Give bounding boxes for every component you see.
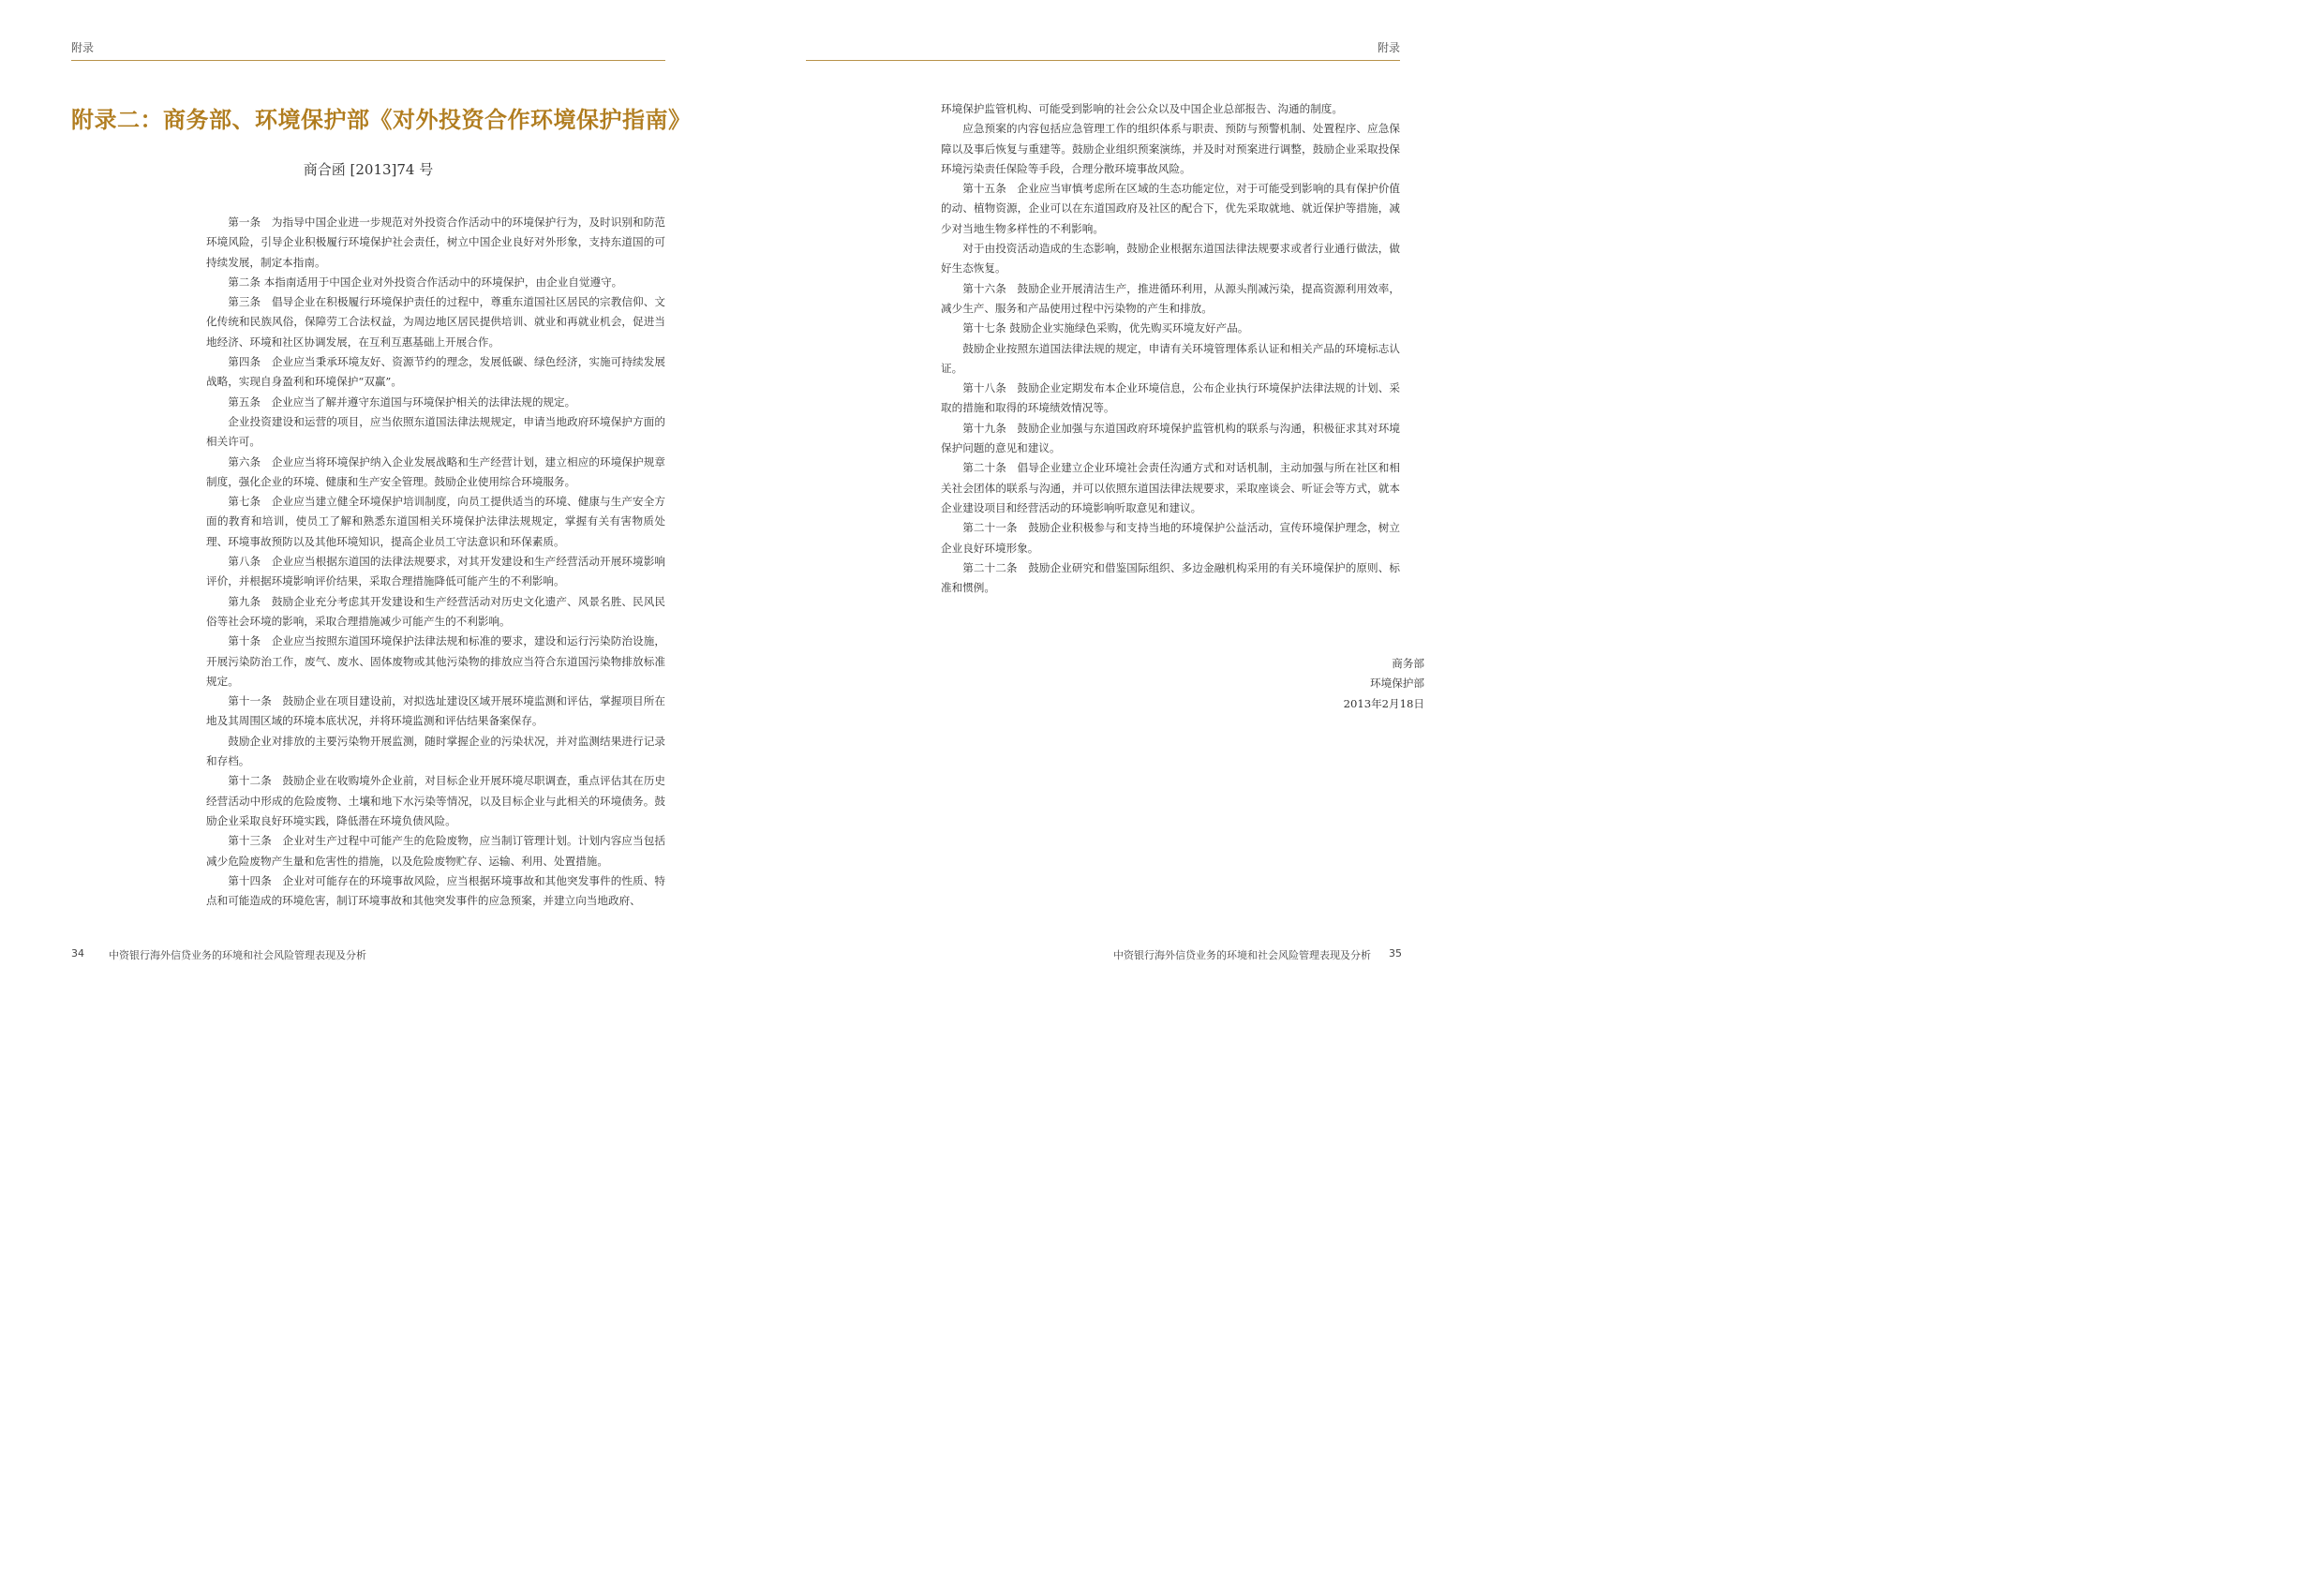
footer-title: 中资银行海外信贷业务的环境和社会风险管理表现及分析 (109, 949, 366, 961)
document-number: 商合函 [2013]74 号 (303, 161, 434, 178)
paragraph: 第七条 企业应当建立健全环境保护培训制度，向员工提供适当的环境、健康与生产安全方面的教育和培训，使员工了解和熟悉东道国相关环境保护法律法规规定，掌握有关有害物质处理、环境事故预防以及其他环境知识，提高企业员工守法意识和环保素质。 (206, 495, 665, 548)
signatory-ministry-commerce: 商务部 (1392, 657, 1424, 670)
paragraph: 第六条 企业应当将环境保护纳入企业发展战略和生产经营计划，建立相应的环境保护规章制度，强化企业的环境、健康和生产安全管理。鼓励企业使用综合环境服务。 (206, 454, 665, 488)
paragraph: 第十条 企业应当按照东道国环境保护法律法规和标准的要求，建设和运行污染防治设施，开展污染防治工作，废气、废水、固体废物或其他污染物的排放应当符合东道国污染物排放标准规定。 (206, 634, 665, 688)
paragraph: 第十三条 企业对生产过程中可能产生的危险废物，应当制订管理计划。计划内容应当包括减少危险废物产生量和危害性的措施，以及危险废物贮存、运输、利用、处置措施。 (206, 834, 665, 868)
paragraph: 第十二条 鼓励企业在收购境外企业前，对目标企业开展环境尽职调查，重点评估其在历史经营活动中形成的危险废物、土壤和地下水污染等情况，以及目标企业与此相关的环境债务。鼓励企业采取良好环境实践，降低潜在环境负债风险。 (206, 774, 665, 827)
footer-title: 中资银行海外信贷业务的环境和社会风险管理表现及分析 (1113, 949, 1371, 961)
paragraph: 第十八条 鼓励企业定期发布本企业环境信息，公布企业执行环境保护法律法规的计划、采取的措施和取得的环境绩效情况等。 (941, 381, 1400, 415)
paragraph: 第十四条 企业对可能存在的环境事故风险，应当根据环境事故和其他突发事件的性质、特点和可能造成的环境危害，制订环境事故和其他突发事件的应急预案，并建立向当地政府、 (206, 873, 665, 908)
paragraph: 第四条 企业应当秉承环境友好、资源节约的理念，发展低碳、绿色经济，实施可持续发展战略，实现自身盈利和环境保护“双赢”。 (206, 355, 665, 389)
paragraph: 鼓励企业对排放的主要污染物开展监测，随时掌握企业的污染状况，并对监测结果进行记录和存档。 (206, 734, 665, 768)
signature-block (1222, 654, 1424, 714)
paragraph: 第五条 企业应当了解并遵守东道国与环境保护相关的法律法规的规定。 (228, 394, 576, 409)
paragraph: 第十一条 鼓励企业在项目建设前，对拟选址建设区域开展环境监测和评估，掌握项目所在地及其周围区域的环境本底状况，并将环境监测和评估结果备案保存。 (206, 694, 665, 728)
paragraph: 第十六条 鼓励企业开展清洁生产，推进循环利用，从源头削减污染，提高资源利用效率，减少生产、服务和产品使用过程中污染物的产生和排放。 (941, 281, 1400, 315)
paragraph: 第十七条 鼓励企业实施绿色采购，优先购买环境友好产品。 (962, 321, 1249, 335)
page-number: 34 (71, 947, 84, 960)
paragraph: 企业投资建设和运营的项目，应当依照东道国法律法规规定，申请当地政府环境保护方面的相关许可。 (206, 414, 665, 449)
article-body (206, 213, 665, 911)
right-page (734, 0, 1468, 996)
article-body (941, 99, 1400, 598)
paragraph: 鼓励企业按照东道国法律法规的规定，申请有关环境管理体系认证和相关产品的环境标志认证。 (941, 341, 1400, 375)
page-number: 35 (1389, 947, 1402, 960)
page-title: 附录二：商务部、环境保护部《对外投资合作环境保护指南》 (71, 107, 692, 133)
paragraph: 第八条 企业应当根据东道国的法律法规要求，对其开发建设和生产经营活动开展环境影响评价，并根据环境影响评价结果，采取合理措施降低可能产生的不利影响。 (206, 555, 665, 588)
signatory-ministry-environment: 环境保护部 (1370, 677, 1424, 691)
paragraph: 应急预案的内容包括应急管理工作的组织体系与职责、预防与预警机制、处置程序、应急保障以及事后恢复与重建等。鼓励企业组织预案演练，并及时对预案进行调整，鼓励企业采取投保环境污染责任保险等手段，合理分散环境事故风险。 (941, 122, 1400, 175)
left-page (0, 0, 734, 996)
paragraph: 第二条 本指南适用于中国企业对外投资合作活动中的环境保护，由企业自觉遵守。 (228, 275, 623, 289)
paragraph: 第一条 为指导中国企业进一步规范对外投资合作活动中的环境保护行为，及时识别和防范环境风险，引导企业积极履行环境保护社会责任，树立中国企业良好对外形象，支持东道国的可持续发展，制定本指南。 (206, 216, 665, 269)
signature-date: 2013年2月18日 (1343, 696, 1424, 710)
paragraph-continuation: 环境保护监管机构、可能受到影响的社会公众以及中国企业总部报告、沟通的制度。 (941, 102, 1343, 115)
paragraph: 第九条 鼓励企业充分考虑其开发建设和生产经营活动对历史文化遗产、风景名胜、民风民俗等社会环境的影响，采取合理措施减少可能产生的不利影响。 (206, 594, 665, 628)
paragraph: 第三条 倡导企业在积极履行环境保护责任的过程中，尊重东道国社区居民的宗教信仰、文化传统和民族风俗，保障劳工合法权益，为周边地区居民提供培训、就业和再就业机会，促进当地经济、环境和社区协调发展，在互利互惠基础上开展合作。 (206, 295, 665, 349)
paragraph: 第十五条 企业应当审慎考虑所在区域的生态功能定位，对于可能受到影响的具有保护价值的动、植物资源，企业可以在东道国政府及社区的配合下，优先采取就地、就近保护等措施，减少对当地生物多样性的不利影响。 (941, 182, 1400, 235)
header-rule (806, 60, 1400, 61)
section-label: 附录 (71, 41, 95, 54)
paragraph: 第二十条 倡导企业建立企业环境社会责任沟通方式和对话机制，主动加强与所在社区和相关社会团体的联系与沟通，并可以依照东道国法律法规要求，采取座谈会、听证会等方式，就本企业建设项目和经营活动的环境影响听取意见和建议。 (941, 461, 1400, 514)
paragraph: 第十九条 鼓励企业加强与东道国政府环境保护监管机构的联系与沟通，积极征求其对环境保护问题的意见和建议。 (941, 421, 1400, 455)
header-rule (71, 60, 665, 61)
paragraph: 对于由投资活动造成的生态影响，鼓励企业根据东道国法律法规要求或者行业通行做法，做好生态恢复。 (941, 242, 1400, 275)
section-label: 附录 (1377, 41, 1400, 54)
paragraph: 第二十一条 鼓励企业积极参与和支持当地的环境保护公益活动，宣传环境保护理念，树立企业良好环境形象。 (941, 521, 1400, 555)
paragraph: 第二十二条 鼓励企业研究和借鉴国际组织、多边金融机构采用的有关环境保护的原则、标准和惯例。 (941, 560, 1400, 595)
